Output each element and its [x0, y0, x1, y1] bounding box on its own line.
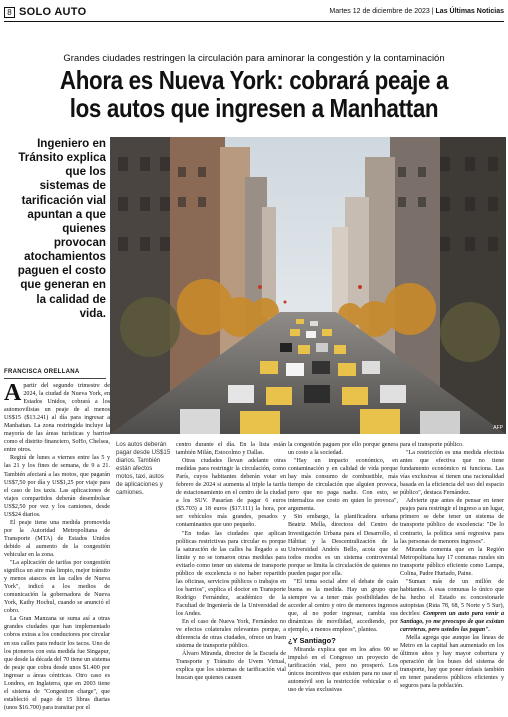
paragraph: Álvaro Miranda, director de la Escuela de Transporte y Tránsito de Uvem Virtual, explica que los sistemas de tarificación vial buscan que quienes causen: [176, 651, 286, 682]
kicker: Grandes ciudades restringen la circulación para aminorar la congestión y la contaminación: [63, 53, 445, 64]
paragraph: Miranda comenta que en la Región Metropolitana hay 17 comunas rurales sin transporte público eficiente como Lampa, Colina, Padre Hurtado, Paine.: [400, 546, 504, 577]
paragraph: la congestión paguen por ello porque genera un costo a la sociedad.: [288, 442, 398, 457]
photo-caption: Los autos deberán pagar desde US$15 diarios. También están afectos motos, taxi, autos de aplicaciones y camiones.: [116, 441, 171, 496]
drop-cap: A: [4, 380, 22, 406]
paragraph: "El tema social abre el debate de cuán buena es la medida. Hay un grupo que siempre va a tener más posibilidades de acceder al centro y otro de menores ingresos que, al no poder ingresar, cambia sus dinámicas de movilidad, accediendo, por ejemplo, a menos empleos", plantea.: [288, 578, 398, 634]
paragraph: Otras ciudades llevan adelante otras medidas para restringir la circulación, como París, cuyos habitantes deberán votar en febrero de 2024 si aumenta al triple la tarifa de estacionamiento en el centro de la ciudad a los SUV. Pasarían de pagar 6 euros ($5.703) a 18 euros ($17.111) la hora, por ser vehículos más grandes, pesados y contaminantes que uno pequeño.: [176, 458, 286, 529]
photo-credit: AFP: [493, 425, 503, 431]
paragraph: En el caso de Nueva York, Fernández no ve efectos colaterales relevantes porque, a diferencia de otras ciudades, ofrece un buen sistema de transporte público.: [176, 619, 286, 650]
paragraph: Regirá de lunes a viernes entre las 5 y las 21 y los fines de semana, de 9 a 21. También afectará a las motos, que pagarán US$7,50 por día y US$1,25 por viaje para el caso de los taxis. Las aplicaciones de viajes compartidos deberán desembolsar US$2,50 por vez y los camiones, desde US$24 diarios.: [4, 455, 110, 518]
manhattan-traffic-photo: [110, 137, 506, 434]
headline: Ahora es Nueva York: cobrará peaje a los autos que ingresen a Manhattan: [59, 65, 449, 123]
paragraph: "La aplicación de tarifas por congestión significa un aire más limpio, mejor tránsito y menos atascos en las calles de Nueva York", indicó a los medios de comunicación la gobernadora de Nueva York, Kathy Hochul, cuando se anunció el cobro.: [4, 560, 110, 615]
paragraph: El peaje tiene una medida promovida por la Autoridad Metropolitana de Transporte (MTA) de Estados Unidos debido al aumento de la congestión vehicular en la zona.: [4, 519, 110, 558]
article-column-1: [4, 382, 110, 712]
article-column-3: [288, 441, 398, 694]
lead-caption: Ingeniero en Tránsito explica que los sistemas de tarificación vial apuntan a que quienes provocan atochamientos paguen el costo que generan en la calidad de vida.: [17, 137, 106, 320]
subheading: ¿Y Santiago?: [288, 636, 336, 646]
paragraph: La Gran Manzana se suma así a otras grandes ciudades que han implementado cobros extras a los conductores por circular en sus calles para reducir los tacos. Uno de los pioneros con esta medida fue Singapur, que desde la década del 70 tiene un sistema de peaje que cobra desde unos $1.400 por ingresar a áreas céntricas. Otro caso es Londres, en Inglaterra, que en 2003 tiene el sistema de "Congestion charge", que estableció el pago de 15 libras diarias (unos $16.700) para transitar por el: [4, 616, 110, 711]
paragraph: "Hay un impacto económico, en contaminación y en calidad de vida porque hay más consumo de combustible, más tiempo de circulación que alguien provoca, pero que no paga nadie. Con esto, se internaliza ese costo en quien lo provoca", argumenta.: [288, 458, 398, 513]
page-header: [4, 4, 504, 22]
paragraph: Mella agrega que aunque las líneas de Metro en la capital han aumentado en los últimos años y hay mayor cobertura y operación de los buses del sistema de transporte, hay que poner énfasis también en tener paraderos públicos eficientes y seguros para la población.: [400, 635, 504, 690]
paragraph: para el transporte público.: [400, 442, 464, 448]
pull-quote: Compren un auto para venir a Santiago, yo me preocupo de que existan carreteras, pero ustedes las pagan".: [400, 610, 504, 634]
date: Martes 12 de diciembre de 2023: [329, 8, 430, 15]
lead-paragraph: Apartir del segundo trimestre de 2024, la ciudad de Nueva York, en Estados Unidos, cobrará a los automovilistas un peaje de al menos US$15 ($13.241) al día para ingresar a Manhattan. La zona restringida incluye la mayoría de las áreas turísticas y barrios como el distrito financiero, SoHo, Chelsea, entre otros.: [4, 380, 110, 454]
article-column-2: [176, 441, 286, 682]
paragraph: "Suman más de un millón de habitantes. A esas comunas lo único que ha hecho el Estado es concesionarle autopistas (Ruta 78, 68, 5 Norte y 5 Sur), decirles: Compren un auto para venir a Santiago, yo me preocupo de que existan carreteras, pero ustedes las pagan".: [400, 578, 504, 634]
newspaper-name: Las Últimas Noticias: [435, 8, 504, 15]
dateline: [329, 8, 504, 15]
article-column-4: [400, 441, 504, 690]
paragraph: centro durante el día. En la lista están también Milán, Estocolmo y Dallas.: [176, 442, 286, 457]
paragraph: "La restricción es una medida efectista antes que efectiva que no tiene fundamento económico ni funciona. Las vías exclusivas sí tienen una racionalidad basada en la eficiencia del uso del espacio público", destaca Fernández.: [400, 450, 504, 497]
separator: |: [431, 8, 434, 15]
section-name: SOLO AUTO: [19, 6, 87, 18]
photo-illustration: [110, 137, 506, 434]
byline: FRANCISCA ORELLANA: [4, 369, 80, 375]
paragraph: Advierte que antes de pensar en tener peajes para restringir el ingreso a un lugar, primero se debe tener un sistema de transporte público de excelencia: "De lo contrario, la política será regresiva para las personas de menores ingresos".: [400, 498, 504, 545]
paragraph: "En todas las ciudades que aplican políticas restrictivas para circular es porque la saturación de las calles ha llegado a su límite y no se tomaron otras medidas para evitarlo como tener un sistema de transporte público de excelencia o no haber repartido las oficinas, servicios públicos o trabajos en los barrios", explica el doctor en Transporte Rodrigo Fernández, académico de la Facultad de Ingeniería de la Universidad de los Andes.: [176, 530, 286, 617]
byline-rule: [4, 378, 106, 379]
paragraph: Sin embargo, la planificadora urbana Beatriz Mella, directora del Centro de Investigación Urbana para el Desarrollo, el Hábitat y la Descentralización de la Universidad Andrés Bello, acota que de todos modos es un sistema controversial porque se limita la circulación de quienes no pueden pagar por ella.: [288, 514, 398, 577]
page-number: 8: [4, 7, 15, 18]
paragraph: Miranda explica que en los años 90 se impulsó en el Congreso un proyecto de tarificación vial, pero no prosperó. Los únicos incentivos que existen para no usar el automóvil son la restricción vehicular o el uso de vías exclusivas: [288, 647, 398, 694]
